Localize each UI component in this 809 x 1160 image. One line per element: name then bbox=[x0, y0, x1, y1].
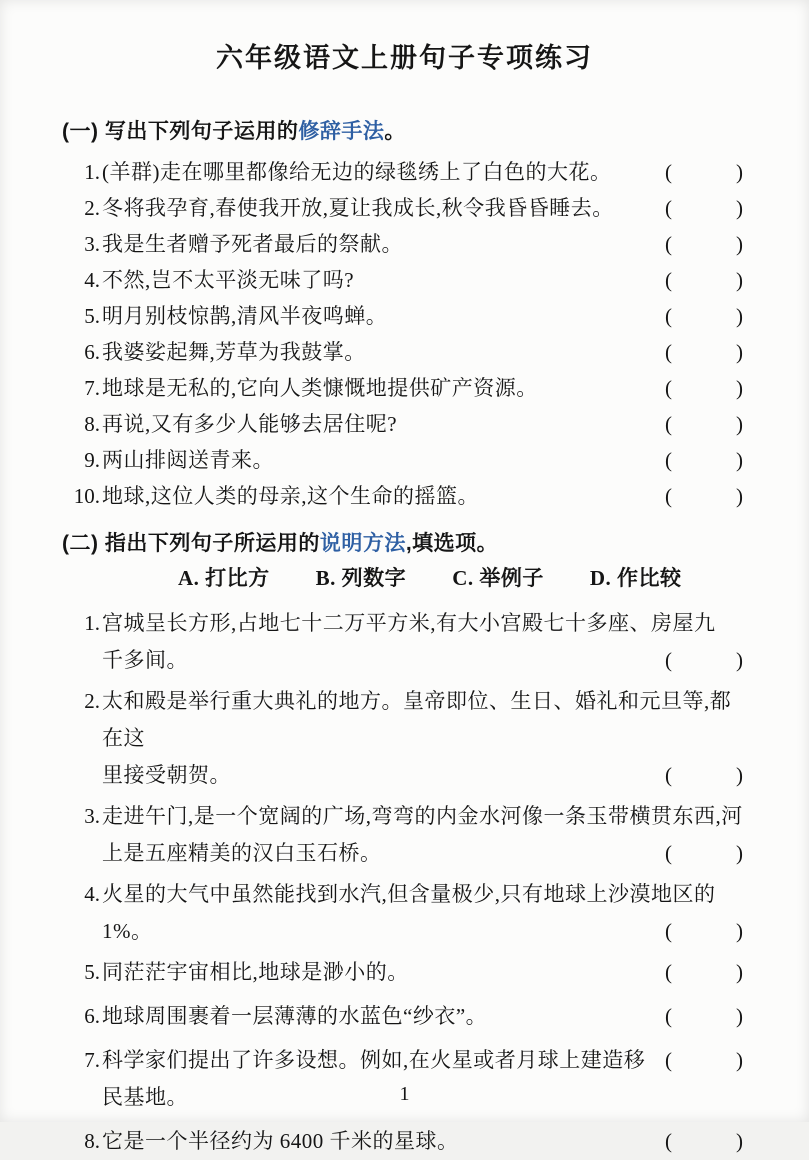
item-text-line-2: 千多间。 bbox=[102, 648, 188, 672]
item-number: 3. bbox=[84, 232, 100, 256]
item-number: 2. bbox=[84, 689, 100, 713]
exercise-item bbox=[62, 442, 747, 478]
item-text: 明月别枝惊鹊,清风半夜鸣蝉。 bbox=[102, 304, 388, 328]
item-number: 1. bbox=[84, 611, 100, 635]
exercise-item bbox=[62, 190, 747, 226]
item-text: 两山排闼送青来。 bbox=[102, 448, 274, 472]
answer-blank bbox=[659, 442, 747, 478]
section-2-heading-suffix: ,填选项。 bbox=[405, 532, 499, 555]
item-text: 冬将我孕育,春使我开放,夏让我成长,秋令我昏昏睡去。 bbox=[102, 196, 614, 220]
close-paren: ) bbox=[736, 160, 743, 184]
answer-blank bbox=[659, 190, 747, 226]
section-2-heading bbox=[62, 530, 747, 558]
item-text-line-2: 上是五座精美的汉白玉石桥。 bbox=[102, 841, 382, 865]
item-number: 10. bbox=[73, 484, 100, 508]
item-number: 6. bbox=[84, 340, 100, 364]
section-1-heading-prefix: (一) 写出下列句子运用的 bbox=[62, 120, 299, 143]
item-text: (羊群)走在哪里都像给无边的绿毯绣上了白色的大花。 bbox=[102, 160, 612, 184]
open-paren: ( bbox=[665, 484, 672, 508]
options-row bbox=[178, 560, 747, 597]
answer-blank bbox=[659, 298, 747, 334]
answer-blank bbox=[659, 478, 747, 514]
section-1-heading bbox=[62, 118, 747, 146]
close-paren: ) bbox=[736, 1129, 743, 1153]
answer-blank bbox=[659, 913, 747, 950]
open-paren: ( bbox=[665, 1129, 672, 1153]
answer-blank bbox=[659, 154, 747, 190]
exercise-item bbox=[62, 798, 747, 872]
answer-blank bbox=[659, 835, 747, 872]
item-text: 地球是无私的,它向人类慷慨地提供矿产资源。 bbox=[102, 376, 538, 400]
open-paren: ( bbox=[665, 232, 672, 256]
option-c: C. 举例子 bbox=[452, 566, 544, 590]
item-text-line-1: 走进午门,是一个宽阔的广场,弯弯的内金水河像一条玉带横贯东西,河 bbox=[102, 804, 743, 828]
exercise-item bbox=[62, 406, 747, 442]
exercise-item bbox=[62, 334, 747, 370]
close-paren: ) bbox=[736, 232, 743, 256]
open-paren: ( bbox=[665, 160, 672, 184]
page-title: 六年级语文上册句子专项练习 bbox=[216, 43, 593, 73]
open-paren: ( bbox=[665, 376, 672, 400]
answer-blank bbox=[659, 998, 747, 1035]
answer-blank bbox=[659, 642, 747, 679]
item-text-line-1: 宫城呈长方形,占地七十二万平方米,有大小宫殿七十多座、房屋九 bbox=[102, 611, 716, 635]
item-text: 科学家们提出了许多设想。例如,在火星或者月球上建造移民基地。 bbox=[102, 1048, 646, 1109]
open-paren: ( bbox=[665, 412, 672, 436]
open-paren: ( bbox=[665, 304, 672, 328]
exercise-item bbox=[62, 370, 747, 406]
answer-blank bbox=[659, 1042, 747, 1079]
open-paren: ( bbox=[665, 1004, 672, 1028]
exercise-item bbox=[62, 605, 747, 679]
open-paren: ( bbox=[665, 919, 672, 943]
close-paren: ) bbox=[736, 484, 743, 508]
close-paren: ) bbox=[736, 648, 743, 672]
close-paren: ) bbox=[736, 304, 743, 328]
answer-blank bbox=[659, 1123, 747, 1160]
section-1-heading-highlight: 修辞手法 bbox=[298, 120, 385, 143]
exercise-item bbox=[62, 226, 747, 262]
open-paren: ( bbox=[665, 960, 672, 984]
item-number: 5. bbox=[84, 304, 100, 328]
exercise-item bbox=[62, 478, 747, 514]
answer-blank bbox=[659, 757, 747, 794]
open-paren: ( bbox=[665, 763, 672, 787]
exercise-item bbox=[62, 262, 747, 298]
item-number: 6. bbox=[84, 1004, 100, 1028]
page-number: 1 bbox=[399, 1083, 410, 1105]
exercise-item bbox=[62, 298, 747, 334]
item-text-line-1: 太和殿是举行重大典礼的地方。皇帝即位、生日、婚礼和元旦等,都在这 bbox=[102, 689, 732, 750]
close-paren: ) bbox=[736, 268, 743, 292]
answer-blank bbox=[659, 954, 747, 991]
exercise-item bbox=[62, 154, 747, 190]
item-number: 7. bbox=[84, 1048, 100, 1072]
close-paren: ) bbox=[736, 196, 743, 220]
close-paren: ) bbox=[736, 412, 743, 436]
exercise-item bbox=[62, 683, 747, 794]
item-text: 我婆娑起舞,芳草为我鼓掌。 bbox=[102, 340, 366, 364]
answer-blank bbox=[659, 262, 747, 298]
section-1-heading-suffix: 。 bbox=[384, 120, 406, 143]
item-text: 不然,岂不太平淡无味了吗? bbox=[102, 268, 355, 292]
close-paren: ) bbox=[736, 960, 743, 984]
close-paren: ) bbox=[736, 376, 743, 400]
item-text: 同茫茫宇宙相比,地球是渺小的。 bbox=[102, 960, 409, 984]
item-text: 再说,又有多少人能够去居住呢? bbox=[102, 412, 398, 436]
item-number: 8. bbox=[84, 1129, 100, 1153]
option-d: D. 作比较 bbox=[589, 566, 682, 590]
exercise-item bbox=[62, 1123, 747, 1160]
item-number: 4. bbox=[84, 882, 100, 906]
answer-blank bbox=[659, 370, 747, 406]
answer-blank bbox=[659, 334, 747, 370]
item-number: 3. bbox=[84, 804, 100, 828]
item-number: 4. bbox=[84, 268, 100, 292]
item-number: 9. bbox=[84, 448, 100, 472]
item-text-line-2: 里接受朝贺。 bbox=[102, 763, 231, 787]
option-a: A. 打比方 bbox=[178, 566, 270, 590]
item-text: 地球周围裹着一层薄薄的水蓝色“纱衣”。 bbox=[102, 1004, 488, 1028]
item-text: 我是生者赠予死者最后的祭献。 bbox=[102, 232, 403, 256]
item-number: 5. bbox=[84, 960, 100, 984]
close-paren: ) bbox=[736, 1048, 743, 1072]
close-paren: ) bbox=[736, 448, 743, 472]
item-number: 2. bbox=[84, 196, 100, 220]
close-paren: ) bbox=[736, 340, 743, 364]
exercise-item bbox=[62, 876, 747, 950]
open-paren: ( bbox=[665, 841, 672, 865]
option-b: B. 列数字 bbox=[315, 566, 407, 590]
open-paren: ( bbox=[665, 196, 672, 220]
section-2-heading-prefix: (二) 指出下列句子所运用的 bbox=[62, 532, 320, 555]
section-1-items bbox=[62, 154, 747, 514]
open-paren: ( bbox=[665, 268, 672, 292]
item-number: 1. bbox=[84, 160, 100, 184]
answer-blank bbox=[659, 226, 747, 262]
section-2-heading-highlight: 说明方法 bbox=[319, 532, 406, 555]
answer-blank bbox=[659, 406, 747, 442]
exercise-item bbox=[62, 954, 747, 991]
exercise-item bbox=[62, 998, 747, 1035]
close-paren: ) bbox=[736, 1004, 743, 1028]
item-text: 它是一个半径约为 6400 千米的星球。 bbox=[102, 1129, 459, 1153]
item-number: 8. bbox=[84, 412, 100, 436]
close-paren: ) bbox=[736, 763, 743, 787]
open-paren: ( bbox=[665, 448, 672, 472]
item-text-line-2: 1%。 bbox=[102, 919, 153, 943]
open-paren: ( bbox=[665, 1048, 672, 1072]
close-paren: ) bbox=[736, 919, 743, 943]
open-paren: ( bbox=[665, 648, 672, 672]
close-paren: ) bbox=[736, 841, 743, 865]
item-number: 7. bbox=[84, 376, 100, 400]
open-paren: ( bbox=[665, 340, 672, 364]
section-2-items bbox=[62, 605, 747, 1160]
item-text-line-1: 火星的大气中虽然能找到水汽,但含量极少,只有地球上沙漠地区的 bbox=[102, 882, 716, 906]
item-text: 地球,这位人类的母亲,这个生命的摇篮。 bbox=[102, 484, 479, 508]
